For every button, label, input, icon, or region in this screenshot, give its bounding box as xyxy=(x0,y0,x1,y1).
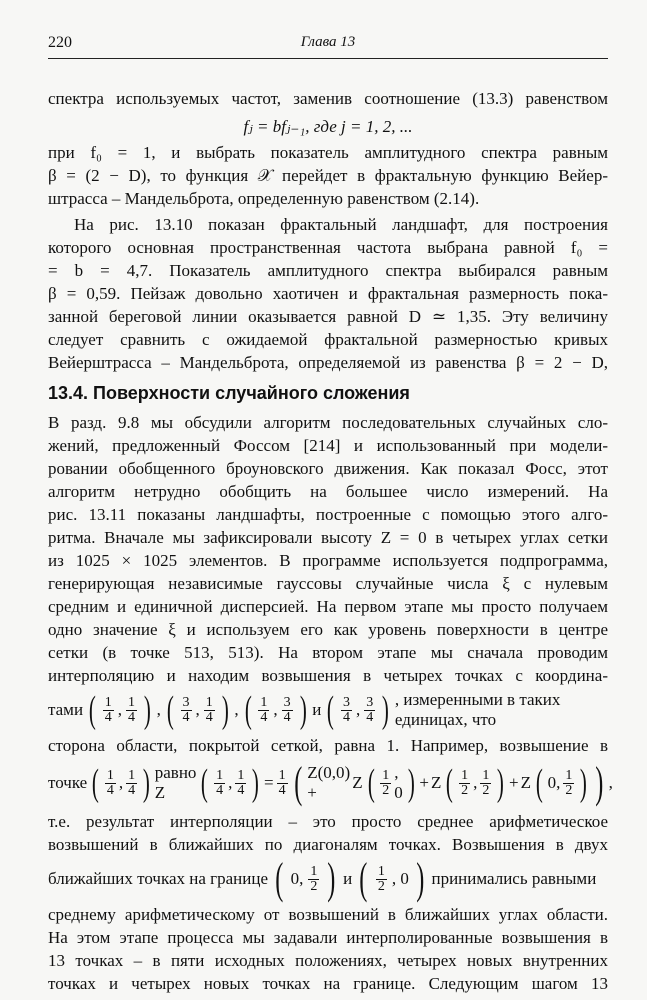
text-line: при f₀ = 1, и выбрать показатель амплитудного спектра равным xyxy=(48,143,608,162)
text-line: На рис. 13.10 показан фрактальный ландшафт, для построения xyxy=(74,215,608,234)
text-line: На этом этапе процесса мы задавали интерполированные возвышения в xyxy=(48,928,608,947)
text-line: = b = 4,7. Показатель амплитудного спектра выбирался равным xyxy=(48,261,608,280)
text-line: которого основная пространственная частота выбрана равной f₀ = xyxy=(48,238,608,257)
running-header xyxy=(48,34,608,59)
text-line: штрасса – Мандельброта, определенную равенством (2.14). xyxy=(48,189,480,208)
chapter-title: Глава 13 xyxy=(300,34,356,50)
text-line: занной береговой линии оказывается равной D ≃ 1,35. Эту величину xyxy=(48,307,608,326)
text-line: точках и четырех новых точках на границе. Следующим шагом 13 xyxy=(48,974,608,993)
text-line: генерирующая независимые гауссовы случайные числа ξ с нулевым xyxy=(48,574,608,593)
equation-line: точке ( $\frac{1}{4}$ , $\frac{1}{4}$ ) равно Z ( $\frac{1}{4}$ , $\frac{1}{4}$ ) = $\frac{1}{4}$ ( Z(0,0) + Z ( $\frac{1}{2}$ , 0 ) + Z ( $\frac{1}{2}$ , $\frac{1}{2}$ ) + Z ( 0, $\frac{1}{2}$ ) ) , xyxy=(48,758,613,807)
text-line: Вейерштрасса – Мандельброта, определяемой из равенства β = 2 − D, xyxy=(48,353,608,372)
text-line: β = 0,59. Пейзаж довольно хаотичен и фрактальная размерность пока- xyxy=(48,284,608,303)
text-line: возвышений в ближайших по диагоналям точках. Возвышения в двух xyxy=(48,835,608,854)
text-line: среднему арифметическому от возвышений в ближайших углах области. xyxy=(48,905,608,924)
text-line: средним и единичной дисперсией. На первом этапе мы просто получаем xyxy=(48,597,608,616)
boundary-line: ближайших точках на границе ( 0, $\frac{1}{2}$ ) и ( $\frac{1}{2}$ , 0 ) принимались равными xyxy=(48,854,597,903)
text-line: следует сравнить с ожидаемой фрактальной размерностью кривых xyxy=(48,330,608,349)
text-line: В разд. 9.8 мы обсудили алгоритм последовательных случайных сло- xyxy=(48,413,608,432)
coords-prefix: тами xyxy=(48,700,84,719)
section-heading: 13.4. Поверхности случайного сложения xyxy=(48,383,410,403)
text-line: 13 точках – в пяти исходных положениях, четырех новых внутренних xyxy=(48,951,608,970)
text-line: β = (2 − D), то функция 𝒳 перейдет в фрактальную функцию Вейер- xyxy=(48,166,608,185)
text-line: т.е. результат интерполяции – это просто среднее арифметическое xyxy=(48,812,608,831)
text-line: спектра используемых частот, заменив соотношение (13.3) равенством xyxy=(48,89,608,108)
text-line: интерполяцию и находим возвышения в четырех точках с координа- xyxy=(48,666,608,685)
text-line: жений, предложенный Фоссом [214] и использованный при модели- xyxy=(48,436,608,455)
text-line: сторона области, покрытой сеткой, равна 1. Например, возвышение в xyxy=(48,736,608,755)
text-line: ритма. Вначале мы зафиксировали высоту Z = 0 в четырех углах сетки xyxy=(48,528,608,547)
coordinates-line: тами ( $\frac{1}{4}$ , $\frac{1}{4}$ ) , ( $\frac{3}{4}$ , $\frac{1}{4}$ ) , ( $\frac{1}{4}$ , $\frac{3}{4}$ ) и ( $\frac{3}{4}$ , $\frac{3}{4}$ ) , измеренными в таких единицах, что xyxy=(48,689,561,731)
text-line: сетки (в точке 513, 513). На втором этапе мы сначала проводим xyxy=(48,643,608,662)
formula-recursion: fⱼ = bfⱼ₋₁, где j = 1, 2, ... xyxy=(243,117,413,136)
text-line: рис. 13.11 показаны ландшафты, построенные с помощью этого алго- xyxy=(48,505,608,524)
text-line: алгоритм нетрудно обобщить на большее число измерений. На xyxy=(48,482,608,501)
text-line: ровании обобщенного броуновского движения. Как показал Фосс, этот xyxy=(48,459,608,478)
page-number: 220 xyxy=(48,34,72,51)
text-line: из 1025 × 1025 элементов. В программе используется подпрограмма, xyxy=(48,551,608,570)
text-line: одно значение ξ и используем его как уровень поверхности в центре xyxy=(48,620,608,639)
